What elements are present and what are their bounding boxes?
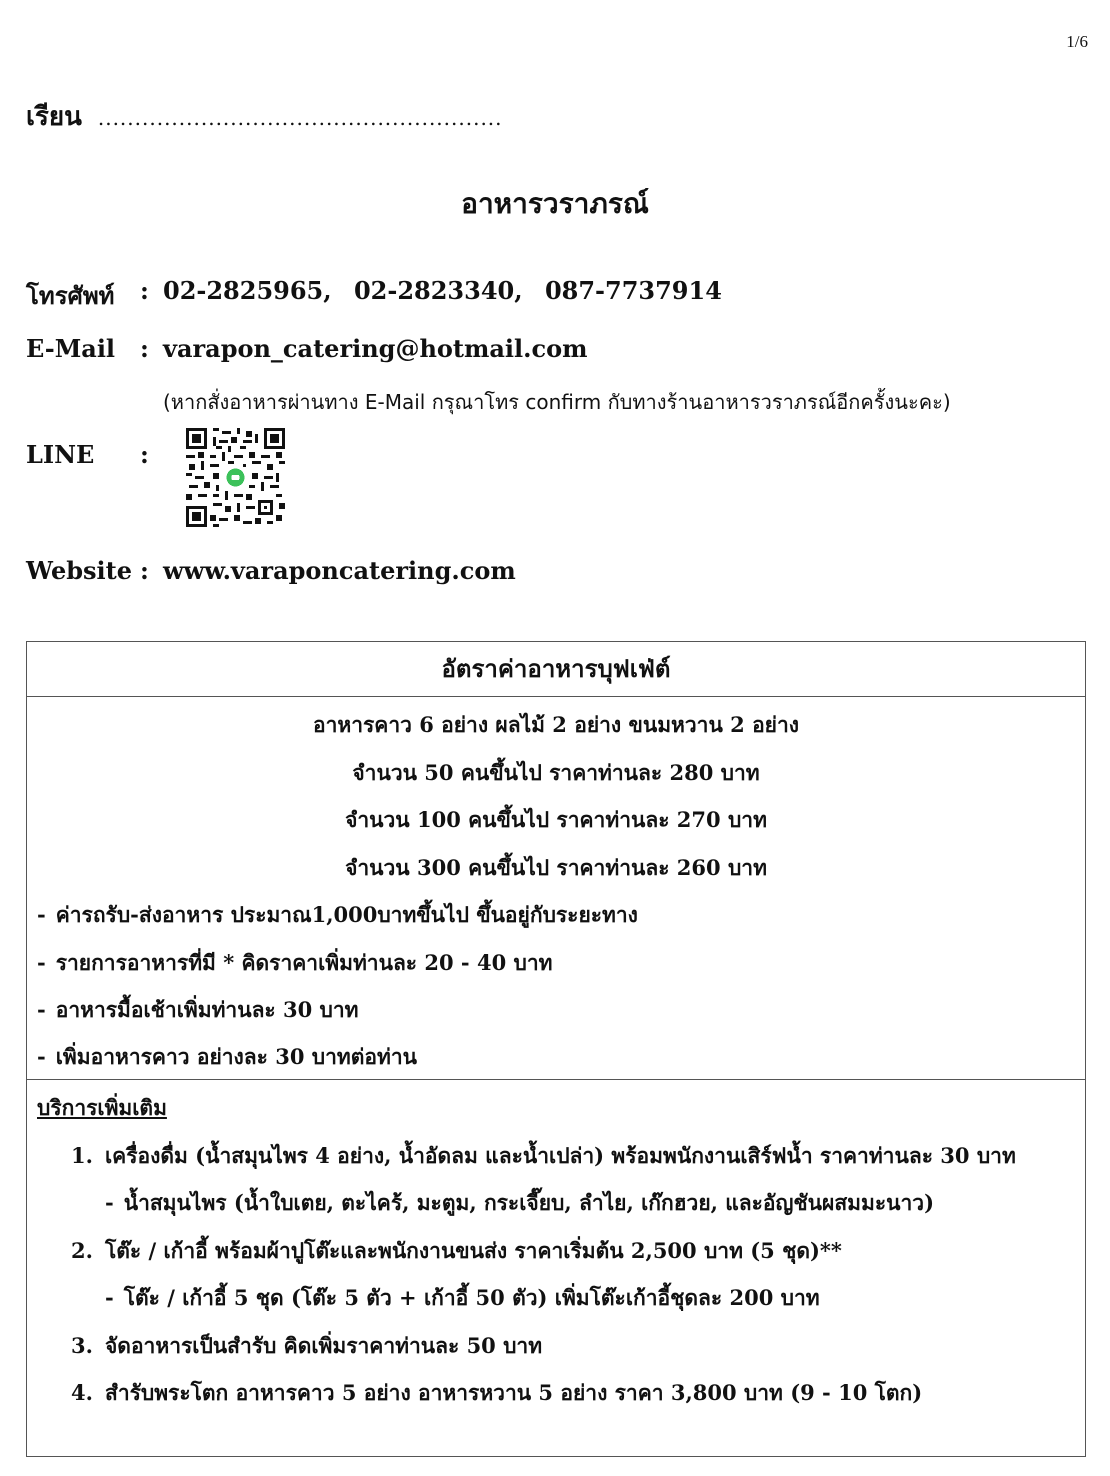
extra-item-text: สำรับพระโตก อาหารคาว 5 อย่าง อาหารหวาน 5 อย่าง ราคา 3,800 บาท (9 - 10 โตก) <box>105 1380 923 1405</box>
extra-sub-item <box>105 1187 934 1220</box>
extra-item-number: 1. <box>71 1143 93 1168</box>
buffet-menu-line: อาหารคาว 6 อย่าง ผลไม้ 2 อย่าง ขนมหวาน 2 อย่าง <box>312 712 800 737</box>
bullet-dash: - <box>37 902 46 927</box>
salutation-label: เรียน <box>26 102 82 132</box>
email-address: varapon_catering@hotmail.com <box>163 334 588 363</box>
extra-item <box>71 1235 842 1268</box>
line-colon: : <box>140 440 149 469</box>
extra-item <box>71 1140 1016 1173</box>
phone-number-2: 02-2823340, <box>353 276 523 305</box>
buffet-table-body <box>27 697 1085 1080</box>
buffet-table-header: อัตราค่าอาหารบุฟเฟ่ต์ <box>27 642 1085 697</box>
extra-item-text: โต๊ะ / เก้าอี้ พร้อมผ้าปูโต๊ะและพนักงานขนส่ง ราคาเริ่มต้น 2,500 บาท (5 ชุด)** <box>105 1238 842 1263</box>
buffet-note-text: ค่ารถรับ-ส่งอาหาร ประมาณ1,000บาทขึ้นไป ขึ้นอยู่กับระยะทาง <box>55 902 638 927</box>
bullet-dash: - <box>37 997 46 1022</box>
buffet-note-text: เพิ่มอาหารคาว อย่างละ 30 บาทต่อท่าน <box>55 1044 418 1069</box>
buffet-note <box>37 899 638 932</box>
buffet-note <box>37 994 359 1027</box>
phone-label: โทรศัพท์ <box>26 281 115 310</box>
page-number: 1/6 <box>1066 32 1088 51</box>
buffet-note-text: อาหารมื้อเช้าเพิ่มท่านละ 30 บาท <box>55 997 359 1022</box>
extra-sub-item-text: น้ำสมุนไพร (น้ำใบเตย, ตะไคร้, มะตูม, กระเจี๊ยบ, ลำไย, เก๊กฮวย, และอัญชันผสมมะนาว) <box>123 1190 935 1215</box>
buffet-price-table <box>26 641 1086 1457</box>
website-label: Website <box>26 556 133 585</box>
extra-sub-item-text: โต๊ะ / เก้าอี้ 5 ชุด (โต๊ะ 5 ตัว + เก้าอี้ 50 ตัว) เพิ่มโต๊ะเก้าอี้ชุดละ 200 บาท <box>123 1285 820 1310</box>
salutation-dots: ....................................................... <box>97 106 503 130</box>
salutation <box>26 96 503 137</box>
extra-item-text: จัดอาหารเป็นสำรับ คิดเพิ่มราคาท่านละ 50 บาท <box>105 1333 543 1358</box>
buffet-note <box>37 947 552 980</box>
extra-services-title: บริการเพิ่มเติม <box>37 1095 167 1120</box>
website-colon: : <box>140 556 149 585</box>
buffet-price-100: จำนวน 100 คนขึ้นไป ราคาท่านละ 270 บาท <box>345 807 767 832</box>
line-qr-code-icon <box>186 428 285 527</box>
extra-item-text: เครื่องดื่ม (น้ำสมุนไพร 4 อย่าง, น้ำอัดลม และน้ำเปล่า) พร้อมพนักงานเสิร์ฟน้ำ ราคาท่านละ 30 บาท <box>105 1143 1016 1168</box>
extra-item <box>71 1330 542 1363</box>
email-label: E-Mail <box>26 334 116 363</box>
page-title: อาหารวราภรณ์ <box>461 187 649 220</box>
phone-number-1: 02-2825965, <box>163 276 332 305</box>
buffet-note <box>37 1041 417 1074</box>
email-colon: : <box>140 334 149 363</box>
extra-item-number: 3. <box>71 1333 93 1358</box>
email-note: (หากสั่งอาหารผ่านทาง E-Mail กรุณาโทร confirm กับทางร้านอาหารวราภรณ์อีกครั้งนะคะ) <box>163 390 951 414</box>
phone-numbers <box>163 276 736 305</box>
bullet-dash: - <box>37 1044 46 1069</box>
bullet-dash: - <box>105 1190 114 1215</box>
extra-sub-item <box>105 1282 820 1315</box>
website-url: www.varaponcatering.com <box>163 556 516 585</box>
buffet-price-50: จำนวน 50 คนขึ้นไป ราคาท่านละ 280 บาท <box>352 760 760 785</box>
bullet-dash: - <box>37 950 46 975</box>
buffet-price-300: จำนวน 300 คนขึ้นไป ราคาท่านละ 260 บาท <box>345 855 767 880</box>
bullet-dash: - <box>105 1285 114 1310</box>
extra-item <box>71 1377 922 1410</box>
extra-item-number: 2. <box>71 1238 93 1263</box>
extra-item-number: 4. <box>71 1380 93 1405</box>
phone-colon: : <box>140 276 149 305</box>
buffet-note-text: รายการอาหารที่มี * คิดราคาเพิ่มท่านละ 20 - 40 บาท <box>55 950 553 975</box>
line-label: LINE <box>26 440 95 469</box>
phone-number-3: 087-7737914 <box>544 276 722 305</box>
